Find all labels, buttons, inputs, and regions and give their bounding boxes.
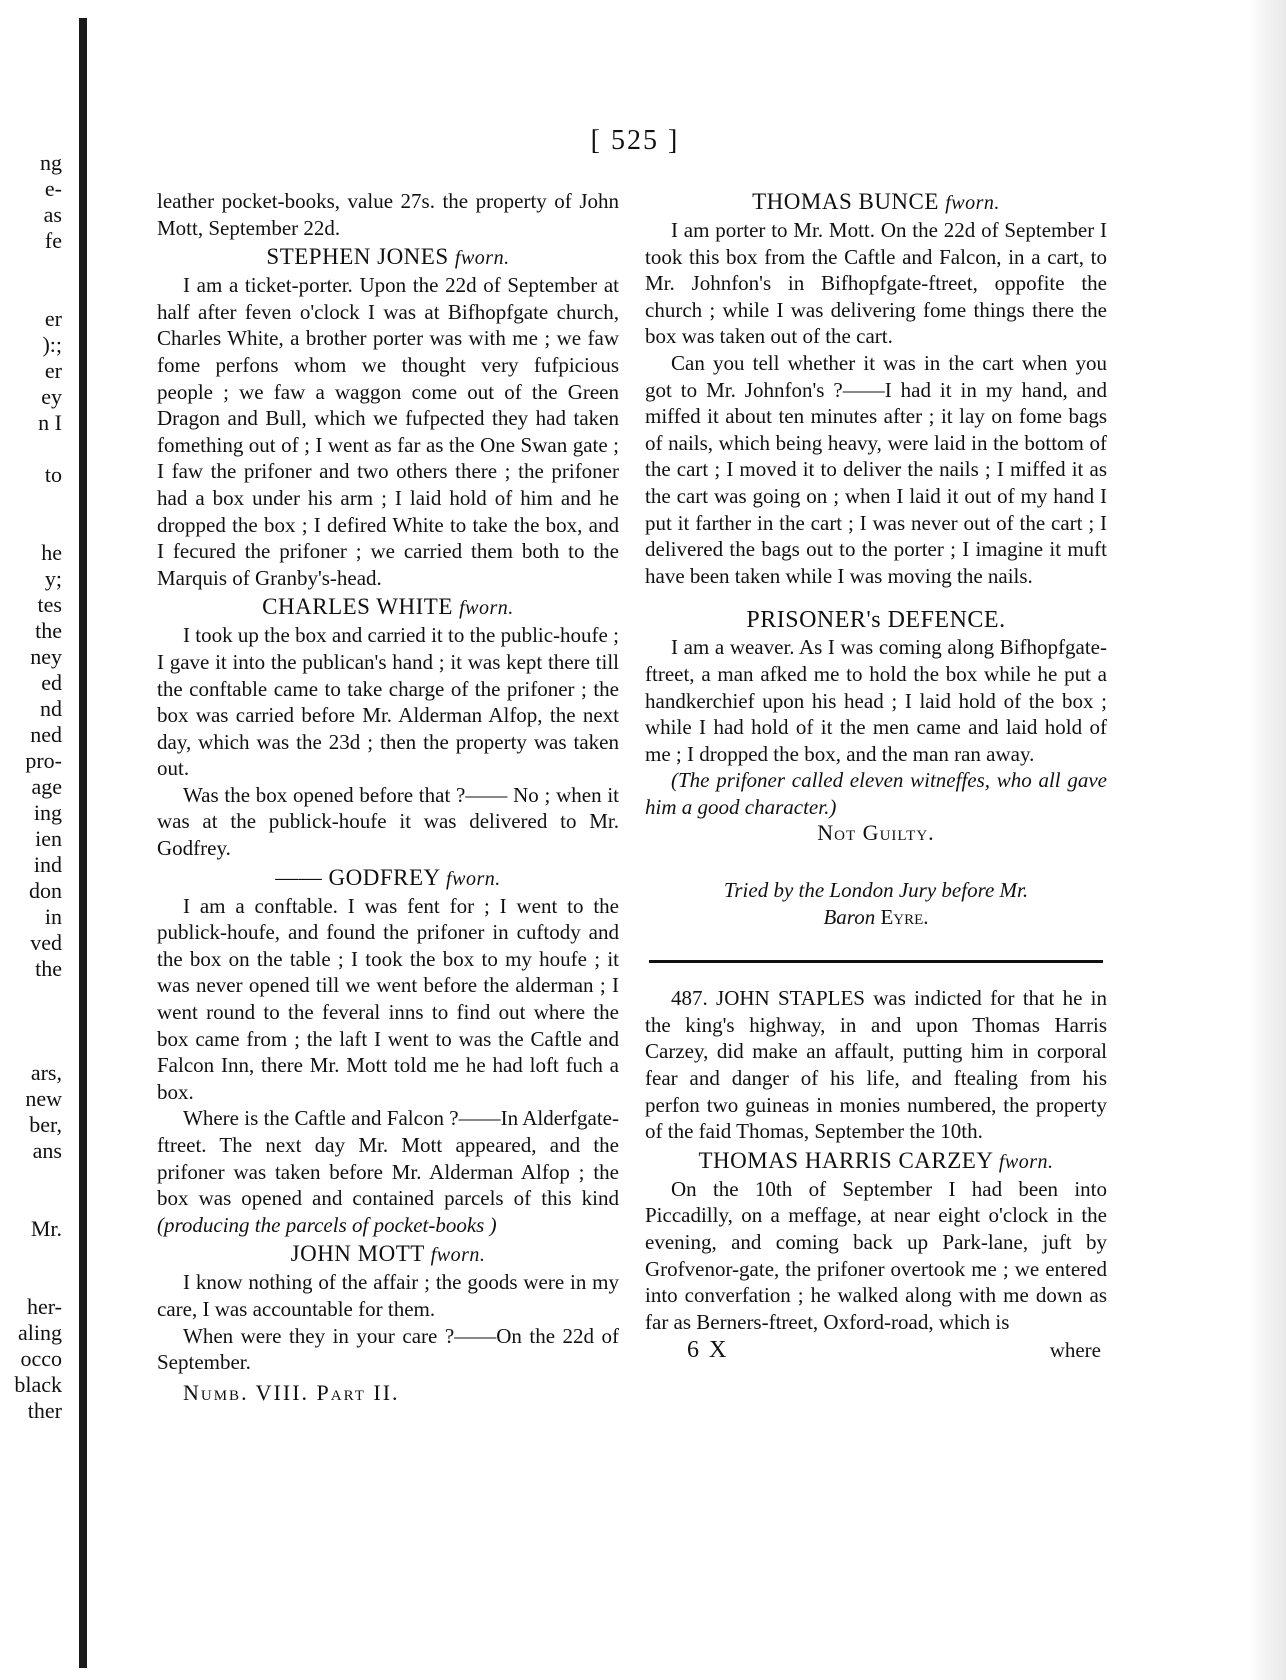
margin-fragment xyxy=(0,1008,62,1034)
margin-fragment: ans xyxy=(32,1138,62,1163)
margin-fragment: ber, xyxy=(29,1112,62,1137)
testimony-charles-white: I took up the box and carried it to the public-houfe ; I gave it into the publican's hand ; it was kept there till the conftable came to take charge of the prifoner ; the box was carried before Mr. Alderman Alfop, the next day, which was the 23d ; then the property was taken out. xyxy=(157,623,619,781)
margin-fragment: ):; xyxy=(42,332,62,357)
margin-fragment: don xyxy=(29,878,62,903)
witness-heading-godfrey: —— GODFREY fworn. xyxy=(275,864,501,890)
right-column xyxy=(645,188,1107,1364)
tried-by-line: Tried by the London Jury before Mr. Baron Eyre. xyxy=(723,878,1029,929)
margin-fragment xyxy=(0,254,62,280)
margin-fragment xyxy=(0,280,62,306)
margin-fragment: pro- xyxy=(25,748,62,773)
witness-heading-carzey: THOMAS HARRIS CARZEY fworn. xyxy=(698,1147,1054,1173)
page-number: [ 525 ] xyxy=(590,125,680,156)
margin-fragment: the xyxy=(35,618,62,643)
question-godfrey: Where is the Caftle and Falcon ?——In Alderfgate-ftreet. The next day Mr. Mott appeared, and the prifoner was taken before Mr. Alderman Alfop ; the box was opened and contained parcels of this kind (producing the parcels of pocket-books ) xyxy=(157,1106,619,1237)
margin-fragment: her- xyxy=(27,1294,62,1319)
verdict: Not Guilty. xyxy=(817,820,935,846)
margin-fragment: ind xyxy=(33,852,62,877)
opening-text: leather pocket-books, value 27s. the property of John Mott, September 22d. xyxy=(157,189,619,240)
section-divider-rule xyxy=(649,960,1103,963)
margin-fragment: ey xyxy=(41,384,62,409)
margin-fragment: nd xyxy=(40,696,62,721)
left-column xyxy=(157,188,619,1406)
page-foot xyxy=(645,1337,1107,1364)
left-margin-fragments xyxy=(0,150,62,1424)
margin-fragment: age xyxy=(31,774,62,799)
witness-heading-charles-white: CHARLES WHITE fworn. xyxy=(262,594,514,620)
case-487-indictment: 487. JOHN STAPLES was indicted for that he in the king's highway, in and upon Thomas Harris Carzey, did make an affault, putting him in corporal fear and danger of his life, and ftealing from his perfon two guineas in monies numbered, the property of the faid Thomas, September the 10th. xyxy=(645,986,1107,1144)
margin-fragment: Mr. xyxy=(30,1216,62,1241)
margin-fragment: n I xyxy=(38,410,62,435)
testimony-carzey: On the 10th of September I had been into Piccadilly, on a meffage, at near eight o'clock in the evening, and coming back up Park-lane, juft by Grofvenor-gate, the prifoner overtook me ; we entered into converfation ; he walked along with me down as far as Berners-ftreet, Oxford-road, which is xyxy=(645,1176,1107,1334)
margin-fragment: ed xyxy=(41,670,62,695)
witness-heading-john-mott: JOHN MOTT fworn. xyxy=(290,1241,486,1267)
margin-fragment: tes xyxy=(37,592,62,617)
catchword: where xyxy=(1049,1338,1101,1363)
margin-fragment: in xyxy=(44,904,62,929)
question-thomas-bunce: Can you tell whether it was in the cart when you got to Mr. Johnfon's ?——I had it in my hand, and miffed it about ten minutes after ; it lay on fome bags of nails, which being heavy, were laid in the bottom of the cart ; I moved it to deliver the nails ; I miffed it as the cart was going on ; when I laid it out of my hand I put it farther in the cart ; I was never out of the cart ; I delivered the bags out to the porter ; I imagine it muft have been taken while I was moving the nails. xyxy=(645,350,1107,588)
page-spine-shadow xyxy=(79,18,87,1668)
margin-fragment xyxy=(0,1242,62,1268)
margin-fragment: the xyxy=(35,956,62,981)
margin-fragment xyxy=(0,1164,62,1190)
margin-fragment xyxy=(0,1034,62,1060)
margin-fragment: ved xyxy=(30,930,62,955)
margin-fragment: ien xyxy=(35,826,62,851)
margin-fragment: er xyxy=(44,306,62,331)
margin-fragment: ned xyxy=(30,722,62,747)
prisoner-defence-heading: PRISONER's DEFENCE. xyxy=(746,607,1006,634)
page-edge-right xyxy=(1250,0,1286,1680)
testimony-thomas-bunce: I am porter to Mr. Mott. On the 22d of September I took this box from the Caftle and Falcon, in a cart, to Mr. Johnfon's in Bifhopfgate-ftreet, oppofite the church ; while I was delivering fome things there the box was taken out of the cart. xyxy=(645,218,1107,349)
margin-fragment: ars, xyxy=(30,1060,62,1085)
margin-fragment: y; xyxy=(44,566,62,591)
margin-fragment xyxy=(0,488,62,514)
testimony-stephen-jones: I am a ticket-porter. Upon the 22d of September at half after feven o'clock I was at Bifhopfgate church, Charles White, a brother porter was with me ; we faw fome perfons whom we thought very fufpicious people ; we faw a waggon come out of the Green Dragon and Bull, which we fufpected they had taken fomething out of ; I went as far as the One Swan gate ; I faw the prifoner and two others there ; the prifoner had a box under his arm ; I laid hold of him and he dropped the box ; I defired White to take the box, and I fecured the prifoner ; we carried them both to the Marquis of Granby's-head. xyxy=(157,273,619,590)
margin-fragment: ing xyxy=(33,800,62,825)
margin-fragment xyxy=(0,514,62,540)
question-john-mott: When were they in your care ?——On the 22d of September. xyxy=(157,1323,619,1375)
testimony-john-mott: I know nothing of the affair ; the goods were in my care, I was accountable for them. xyxy=(157,1270,619,1321)
margin-fragment xyxy=(0,982,62,1008)
margin-fragment: to xyxy=(44,462,62,487)
margin-fragment: er xyxy=(44,358,62,383)
margin-fragment xyxy=(0,1190,62,1216)
margin-fragment xyxy=(0,436,62,462)
margin-fragment xyxy=(0,1268,62,1294)
margin-fragment: ney xyxy=(30,644,62,669)
margin-fragment: black xyxy=(14,1372,62,1397)
defence-witness-note: (The prifoner called eleven witneffes, who all gave him a good character.) xyxy=(645,768,1107,819)
witness-heading-thomas-bunce: THOMAS BUNCE fworn. xyxy=(752,189,1000,214)
question-charles-white: Was the box opened before that ?—— No ; when it was at the publick-houfe it was delivered to Mr. Godfrey. xyxy=(157,782,619,861)
prisoner-defence-text: I am a weaver. As I was coming along Bifhopfgate-ftreet, a man afked me to hold the box while he put a handkerchief upon his head ; I laid hold of the box ; while I had hold of it the men came and laid hold of me ; I dropped the box, and the man ran away. xyxy=(645,635,1107,766)
testimony-godfrey: I am a conftable. I was fent for ; I went to the publick-houfe, and found the prifoner in cuftody and the box on the table ; I took the box to my houfe ; it was never opened till we went before the alderman ; I went round to the feveral inns to find out where the box came from ; the laft I went to was the Caftle and Falcon Inn, there Mr. Mott told me he had loft fuch a box. xyxy=(157,893,619,1104)
margin-fragment: fe xyxy=(44,228,62,253)
margin-fragment: occo xyxy=(20,1346,62,1371)
margin-fragment: new xyxy=(25,1086,62,1111)
signature-mark: 6 X xyxy=(687,1337,729,1364)
margin-fragment: as xyxy=(43,202,62,227)
margin-fragment: e- xyxy=(44,176,62,201)
issue-footer: Numb. VIII. Part II. xyxy=(183,1379,400,1405)
margin-fragment: aling xyxy=(18,1320,62,1345)
witness-heading-stephen-jones: STEPHEN JONES fworn. xyxy=(266,244,510,270)
margin-fragment: ng xyxy=(40,150,62,175)
margin-fragment: he xyxy=(41,540,62,565)
margin-fragment: ther xyxy=(27,1398,62,1423)
